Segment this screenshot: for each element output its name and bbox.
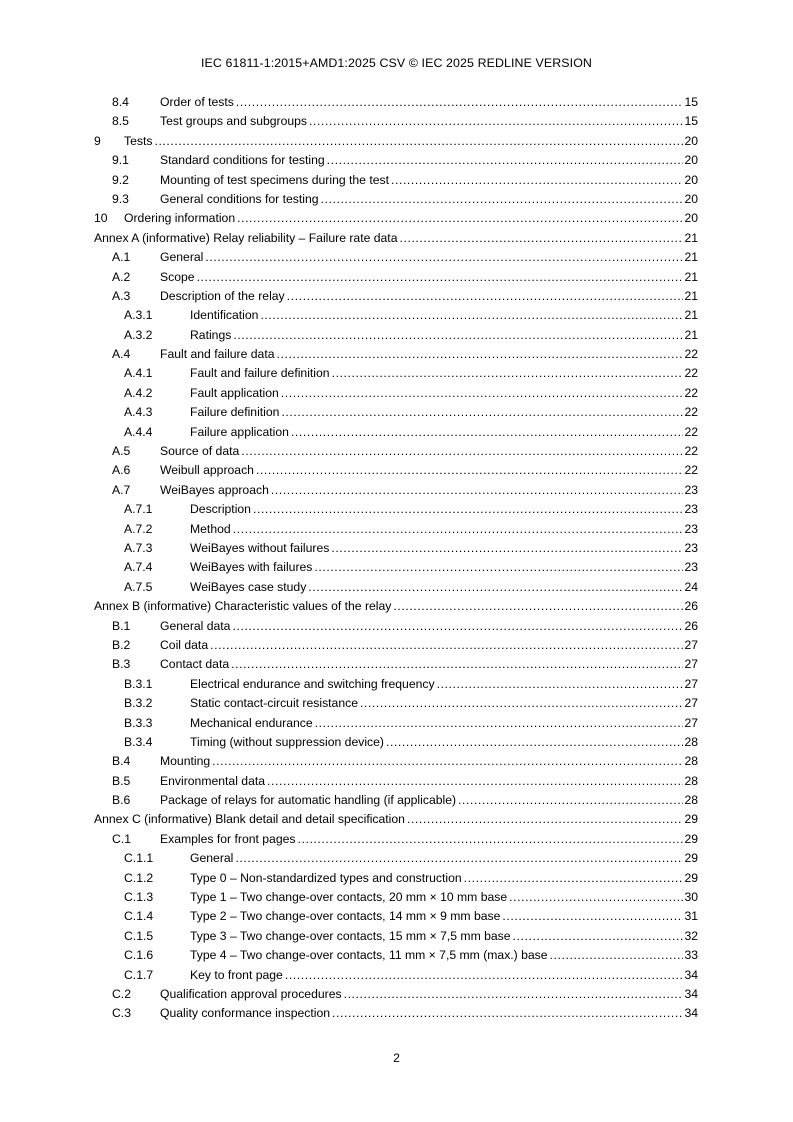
toc-entry[interactable] <box>94 151 698 170</box>
toc-entry[interactable] <box>94 500 698 519</box>
toc-entry[interactable] <box>94 617 698 636</box>
toc-entry-line <box>190 849 698 868</box>
toc-entry-line <box>160 442 698 461</box>
toc-entry[interactable] <box>94 326 698 345</box>
toc-entry-title: WeiBayes approach <box>160 482 269 497</box>
toc-entry[interactable] <box>94 93 698 112</box>
toc-entry-page: 28 <box>684 793 698 808</box>
toc-dot-leader <box>513 927 684 946</box>
toc-entry-number: B.3.1 <box>124 676 153 691</box>
toc-entry-line <box>94 597 698 616</box>
toc-entry[interactable] <box>94 714 698 733</box>
toc-entry-page: 27 <box>684 676 698 691</box>
toc-entry-page: 20 <box>684 191 698 206</box>
toc-dot-leader <box>386 733 683 752</box>
toc-entry-title: Tests <box>124 133 153 148</box>
toc-entry-number: 9 <box>94 133 101 148</box>
toc-entry-page: 27 <box>684 657 698 672</box>
toc-entry-line <box>160 481 698 500</box>
toc-entry-page: 20 <box>684 153 698 168</box>
toc-dot-leader <box>314 558 683 577</box>
toc-dot-leader <box>332 1004 683 1023</box>
toc-entry-title: Description of the relay <box>160 288 285 303</box>
toc-entry-title: Method <box>190 521 231 536</box>
toc-entry-title: Failure definition <box>190 405 280 420</box>
page-header: IEC 61811-1:2015+AMD1:2025 CSV © IEC 2025 REDLINE VERSION <box>201 56 592 70</box>
toc-entry-page: 22 <box>684 444 698 459</box>
toc-dot-leader <box>241 442 683 461</box>
toc-dot-leader <box>315 714 684 733</box>
toc-entry-title: Failure application <box>190 424 289 439</box>
toc-dot-leader <box>321 190 684 209</box>
toc-entry-page: 15 <box>684 114 698 129</box>
toc-entry-title: Coil data <box>160 637 209 652</box>
toc-entry[interactable] <box>94 209 698 228</box>
toc-dot-leader <box>298 830 684 849</box>
toc-entry[interactable] <box>94 132 698 151</box>
toc-entry-title: Mounting <box>160 754 211 769</box>
toc-entry-title: Test groups and subgroups <box>160 114 308 129</box>
toc-entry-line <box>124 209 698 228</box>
toc-entry[interactable] <box>94 112 698 131</box>
toc-entry-number: A.4 <box>112 347 131 362</box>
toc-dot-leader <box>393 597 683 616</box>
toc-entry-title: Order of tests <box>160 95 234 109</box>
toc-entry-line <box>160 112 698 131</box>
toc-entry-title: Scope <box>160 269 195 284</box>
toc-entry[interactable] <box>94 946 698 965</box>
toc-entry-line <box>190 403 698 422</box>
toc-entry-page: 23 <box>684 521 698 536</box>
toc-entry-line <box>160 655 698 674</box>
toc-dot-leader <box>260 306 683 325</box>
toc-entry-number: A.7.4 <box>124 560 153 575</box>
toc-dot-leader <box>205 248 683 267</box>
toc-entry-number: A.4.3 <box>124 405 153 420</box>
toc-entry[interactable] <box>94 849 698 868</box>
toc-entry-page: 34 <box>684 1006 698 1021</box>
toc-entry-page: 30 <box>684 890 698 905</box>
toc-entry-line <box>190 907 698 926</box>
toc-entry-number: A.3.2 <box>124 327 153 342</box>
toc-entry[interactable] <box>94 190 698 209</box>
toc-entry-number: 8.4 <box>112 95 129 109</box>
toc-entry-title: General <box>160 250 204 265</box>
toc-entry[interactable] <box>94 558 698 577</box>
toc-entry-line <box>160 636 698 655</box>
toc-entry-line <box>94 810 698 829</box>
toc-entry-title: Annex B (informative) Characteristic values of the relay <box>94 599 392 614</box>
toc-entry-page: 20 <box>684 133 698 148</box>
toc-entry-title: Identification <box>190 308 259 323</box>
toc-entry[interactable] <box>94 597 698 616</box>
toc-entry-line <box>190 946 698 965</box>
toc-entry-title: Description <box>190 502 251 517</box>
toc-entry-number: C.1.4 <box>124 909 154 924</box>
toc-dot-leader <box>281 403 683 422</box>
toc-dot-leader <box>344 985 684 1004</box>
toc-entry-title: Fault application <box>190 385 279 400</box>
toc-dot-leader <box>331 539 683 558</box>
toc-entry-page: 34 <box>684 967 698 982</box>
toc-entry-page: 32 <box>684 928 698 943</box>
toc-entry-line <box>190 520 698 539</box>
toc-entry-page: 31 <box>684 909 698 924</box>
toc-entry[interactable] <box>94 539 698 558</box>
toc-dot-leader <box>236 93 684 112</box>
toc-dot-leader <box>237 209 683 228</box>
toc-entry-line <box>160 93 698 112</box>
toc-dot-leader <box>437 675 684 694</box>
toc-entry-number: 9.1 <box>112 153 129 168</box>
toc-entry-page: 29 <box>684 812 698 827</box>
toc-entry-page: 15 <box>684 95 698 109</box>
toc-entry-line <box>160 151 698 170</box>
toc-entry-page: 28 <box>684 773 698 788</box>
toc-entry-title: Fault and failure definition <box>190 366 330 381</box>
toc-dot-leader <box>256 461 683 480</box>
toc-dot-leader <box>197 268 684 287</box>
toc-entry-title: General conditions for testing <box>160 191 319 206</box>
toc-entry-number: C.1.2 <box>124 870 154 885</box>
toc-entry-number: A.4.1 <box>124 366 153 381</box>
toc-entry-line <box>160 617 698 636</box>
toc-entry[interactable] <box>94 830 698 849</box>
toc-entry-title: Qualification approval procedures <box>160 986 342 1001</box>
toc-entry-number: A.3.1 <box>124 308 153 323</box>
toc-dot-leader <box>271 481 684 500</box>
toc-entry[interactable] <box>94 403 698 422</box>
toc-entry-page: 29 <box>684 851 698 866</box>
toc-entry-page: 33 <box>684 948 698 963</box>
toc-entry-line <box>190 888 698 907</box>
toc-entry-number: C.1.1 <box>124 851 154 866</box>
toc-entry-title: Standard conditions for testing <box>160 153 325 168</box>
toc-entry-page: 23 <box>684 560 698 575</box>
toc-entry-number: B.1 <box>112 618 131 633</box>
toc-dot-leader <box>285 966 684 985</box>
toc-entry[interactable] <box>94 636 698 655</box>
toc-entry-number: B.3.3 <box>124 715 153 730</box>
toc-entry-number: B.3.4 <box>124 734 153 749</box>
toc-entry[interactable] <box>94 171 698 190</box>
toc-entry-page: 28 <box>684 734 698 749</box>
toc-entry-title: Environmental data <box>160 773 266 788</box>
toc-entry-title: Quality conformance inspection <box>160 1006 331 1021</box>
toc-entry-line <box>160 752 698 771</box>
toc-entry-title: WeiBayes with failures <box>190 560 313 575</box>
toc-entry-title: Static contact-circuit resistance <box>190 696 358 711</box>
toc-entry-page: 20 <box>684 172 698 187</box>
toc-entry-number: B.5 <box>112 773 131 788</box>
toc-entry-title: Type 0 – Non-standardized types and construction <box>190 870 462 885</box>
toc-dot-leader <box>502 907 683 926</box>
toc-entry-page: 27 <box>684 637 698 652</box>
toc-entry-title: General <box>190 851 234 866</box>
toc-entry-number: A.6 <box>112 463 131 478</box>
toc-entry[interactable] <box>94 733 698 752</box>
toc-entry-page: 22 <box>684 385 698 400</box>
toc-entry-number: B.6 <box>112 793 131 808</box>
toc-entry[interactable] <box>94 423 698 442</box>
toc-entry[interactable] <box>94 248 698 267</box>
toc-entry-number: C.1 <box>112 831 131 846</box>
toc-entry-number: C.3 <box>112 1006 131 1021</box>
toc-entry[interactable] <box>94 675 698 694</box>
toc-entry-title: Mechanical endurance <box>190 715 313 730</box>
toc-dot-leader <box>391 171 683 190</box>
toc-entry-page: 29 <box>684 870 698 885</box>
toc-dot-leader <box>253 500 683 519</box>
toc-entry-number: B.4 <box>112 754 131 769</box>
toc-entry-page: 21 <box>684 230 698 245</box>
toc-entry[interactable] <box>94 578 698 597</box>
toc-entry-number: C.2 <box>112 986 131 1001</box>
toc-entry-line <box>190 694 698 713</box>
toc-entry-title: Weibull approach <box>160 463 254 478</box>
toc-entry-line <box>160 1004 698 1023</box>
toc-entry[interactable] <box>94 966 698 985</box>
toc-dot-leader <box>309 112 683 131</box>
toc-entry-line <box>160 772 698 791</box>
toc-entry-page: 22 <box>684 347 698 362</box>
toc-entry-page: 26 <box>684 618 698 633</box>
toc-entry-title: Examples for front pages <box>160 831 296 846</box>
toc-dot-leader <box>327 151 684 170</box>
toc-entry[interactable] <box>94 306 698 325</box>
toc-entry-line <box>190 675 698 694</box>
toc-entry-number: A.7.5 <box>124 579 153 594</box>
table-of-contents <box>94 93 698 1024</box>
toc-dot-leader <box>212 752 683 771</box>
toc-entry[interactable] <box>94 791 698 810</box>
toc-entry[interactable] <box>94 481 698 500</box>
toc-entry-title: Type 1 – Two change-over contacts, 20 mm × 10 mm base <box>190 890 508 905</box>
toc-dot-leader <box>210 636 683 655</box>
toc-entry-line <box>94 229 698 248</box>
toc-entry-number: 8.5 <box>112 114 129 129</box>
toc-dot-leader <box>308 578 683 597</box>
toc-entry-number: A.4.2 <box>124 385 153 400</box>
toc-entry-page: 34 <box>684 986 698 1001</box>
toc-entry[interactable] <box>94 461 698 480</box>
toc-entry-number: A.5 <box>112 444 131 459</box>
toc-dot-leader <box>407 810 683 829</box>
toc-entry-number: A.7 <box>112 482 131 497</box>
toc-entry-page: 21 <box>684 288 698 303</box>
toc-entry[interactable] <box>94 694 698 713</box>
toc-entry-number: A.1 <box>112 250 131 265</box>
toc-entry-page: 26 <box>684 599 698 614</box>
toc-entry-line <box>124 132 698 151</box>
toc-entry-line <box>190 869 698 888</box>
toc-entry-number: 9.3 <box>112 191 129 206</box>
toc-entry[interactable] <box>94 927 698 946</box>
toc-entry-line <box>160 791 698 810</box>
toc-entry[interactable] <box>94 985 698 1004</box>
toc-entry-line <box>190 326 698 345</box>
toc-entry-page: 23 <box>684 502 698 517</box>
toc-entry-number: C.1.3 <box>124 890 154 905</box>
toc-entry-title: Annex A (informative) Relay reliability – Failure rate data <box>94 230 398 245</box>
toc-entry-title: Type 3 – Two change-over contacts, 15 mm × 7,5 mm base <box>190 928 511 943</box>
toc-entry-line <box>190 364 698 383</box>
toc-dot-leader <box>267 772 683 791</box>
toc-entry-line <box>190 384 698 403</box>
toc-entry-line <box>190 714 698 733</box>
toc-entry-line <box>190 733 698 752</box>
toc-entry-title: Timing (without suppression device) <box>190 734 384 749</box>
toc-entry[interactable] <box>94 364 698 383</box>
toc-dot-leader <box>287 287 684 306</box>
toc-entry-title: Ordering information <box>124 211 236 226</box>
toc-entry-page: 22 <box>684 463 698 478</box>
toc-entry-title: Fault and failure data <box>160 347 275 362</box>
toc-entry-title: WeiBayes case study <box>190 579 307 594</box>
toc-entry-number: 9.2 <box>112 172 129 187</box>
toc-entry-page: 21 <box>684 327 698 342</box>
toc-entry[interactable] <box>94 888 698 907</box>
toc-entry[interactable] <box>94 384 698 403</box>
toc-entry[interactable] <box>94 869 698 888</box>
toc-entry-title: Ratings <box>190 327 232 342</box>
toc-entry-title: Type 4 – Two change-over contacts, 11 mm × 7,5 mm (max.) base <box>190 948 548 963</box>
toc-entry-number: C.1.7 <box>124 967 154 982</box>
toc-entry[interactable] <box>94 520 698 539</box>
toc-entry-title: WeiBayes without failures <box>190 540 330 555</box>
toc-entry-line <box>190 500 698 519</box>
toc-entry[interactable] <box>94 810 698 829</box>
toc-dot-leader <box>231 655 683 674</box>
toc-dot-leader <box>550 946 684 965</box>
toc-entry-line <box>190 966 698 985</box>
toc-entry-title: Package of relays for automatic handling (if applicable) <box>160 793 457 808</box>
toc-entry[interactable] <box>94 655 698 674</box>
toc-entry-line <box>190 927 698 946</box>
toc-entry-line <box>190 558 698 577</box>
toc-dot-leader <box>360 694 683 713</box>
toc-entry-page: 23 <box>684 482 698 497</box>
toc-entry-number: A.7.2 <box>124 521 153 536</box>
toc-entry-page: 28 <box>684 754 698 769</box>
toc-entry-page: 20 <box>684 211 698 226</box>
toc-entry-line <box>160 345 698 364</box>
toc-dot-leader <box>281 384 684 403</box>
toc-entry-number: C.1.6 <box>124 948 154 963</box>
toc-entry-page: 23 <box>684 540 698 555</box>
toc-entry-line <box>160 287 698 306</box>
toc-entry-line <box>190 539 698 558</box>
toc-entry-line <box>160 985 698 1004</box>
toc-entry-title: Electrical endurance and switching frequency <box>190 676 435 691</box>
toc-entry[interactable] <box>94 287 698 306</box>
toc-dot-leader <box>235 849 683 868</box>
toc-entry-line <box>160 461 698 480</box>
toc-entry-number: B.2 <box>112 637 131 652</box>
toc-dot-leader <box>399 229 683 248</box>
toc-dot-leader <box>291 423 684 442</box>
toc-dot-leader <box>232 617 683 636</box>
toc-entry-number: A.4.4 <box>124 424 153 439</box>
toc-dot-leader <box>464 869 684 888</box>
toc-entry-number: C.1.5 <box>124 928 154 943</box>
toc-entry-line <box>160 248 698 267</box>
toc-entry-page: 29 <box>684 831 698 846</box>
toc-dot-leader <box>233 326 683 345</box>
toc-entry-title: Contact data <box>160 657 230 672</box>
toc-entry-page: 27 <box>684 696 698 711</box>
toc-entry-page: 21 <box>684 308 698 323</box>
toc-entry-title: Annex C (informative) Blank detail and detail specification <box>94 812 405 827</box>
toc-entry[interactable] <box>94 772 698 791</box>
toc-dot-leader <box>332 364 684 383</box>
toc-entry[interactable] <box>94 752 698 771</box>
toc-entry-number: B.3 <box>112 657 131 672</box>
toc-entry-title: Source of data <box>160 444 240 459</box>
toc-entry-title: Type 2 – Two change-over contacts, 14 mm × 9 mm base <box>190 909 501 924</box>
toc-entry[interactable] <box>94 229 698 248</box>
toc-entry-title: Key to front page <box>190 967 283 982</box>
toc-entry-number: 10 <box>94 211 108 226</box>
toc-entry[interactable] <box>94 1004 698 1023</box>
toc-entry-line <box>160 190 698 209</box>
toc-entry[interactable] <box>94 442 698 461</box>
toc-entry-number: A.2 <box>112 269 131 284</box>
toc-entry-line <box>160 268 698 287</box>
toc-entry[interactable] <box>94 345 698 364</box>
toc-entry-page: 22 <box>684 405 698 420</box>
toc-dot-leader <box>277 345 684 364</box>
toc-entry-title: Mounting of test specimens during the test <box>160 172 389 187</box>
toc-dot-leader <box>458 791 683 810</box>
toc-entry-page: 21 <box>684 250 698 265</box>
toc-entry-line <box>190 578 698 597</box>
toc-entry-title: General data <box>160 618 231 633</box>
toc-entry[interactable] <box>94 907 698 926</box>
toc-entry-page: 24 <box>684 579 698 594</box>
toc-entry-page: 22 <box>684 366 698 381</box>
toc-dot-leader <box>154 132 683 151</box>
page-number: 2 <box>393 1051 400 1065</box>
toc-entry-page: 27 <box>684 715 698 730</box>
toc-dot-leader <box>509 888 683 907</box>
toc-entry-number: A.7.1 <box>124 502 153 517</box>
toc-entry-line <box>190 306 698 325</box>
toc-entry-page: 21 <box>684 269 698 284</box>
toc-dot-leader <box>233 520 684 539</box>
toc-entry-number: B.3.2 <box>124 696 153 711</box>
toc-entry[interactable] <box>94 268 698 287</box>
toc-entry-number: A.7.3 <box>124 540 153 555</box>
toc-entry-line <box>190 423 698 442</box>
toc-entry-line <box>160 830 698 849</box>
toc-entry-number: A.3 <box>112 288 131 303</box>
toc-entry-page: 22 <box>684 424 698 439</box>
toc-entry-line <box>160 171 698 190</box>
